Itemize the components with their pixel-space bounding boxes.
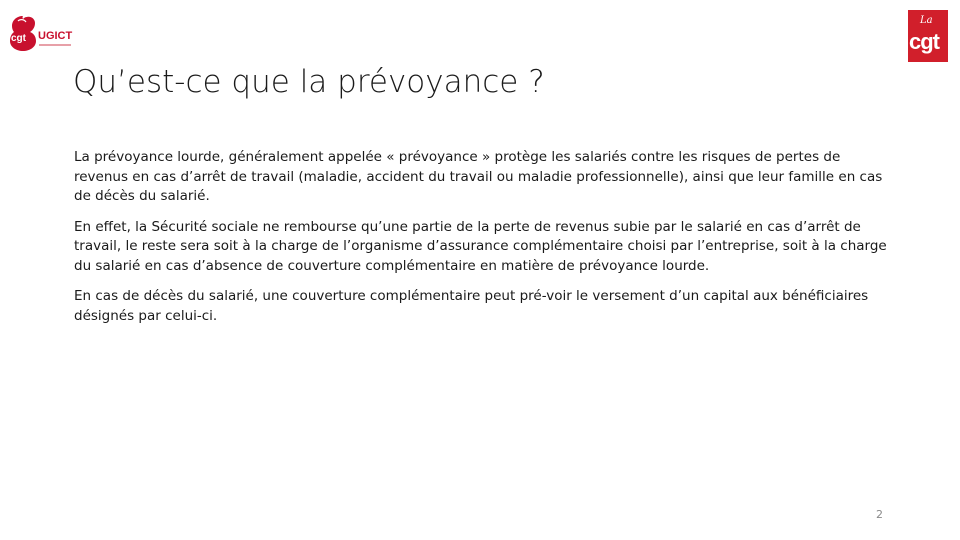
ugict-tagline-line	[39, 44, 71, 46]
cgt-logo-la: La	[920, 15, 933, 26]
paragraph-securite-sociale: En effet, la Sécurité sociale ne rembourse qu’une partie de la perte de revenus subie par le salarié en cas d’arrêt de travail, le reste sera soit à la charge de l’organisme d’assurance complémentaire choisi par l’entreprise, soit à la charge du salarié en cas d’absence de couverture complémentaire en matière de prévoyance lourde.	[74, 218, 887, 274]
slide-title: Qu’est-ce que la prévoyance ?	[73, 64, 545, 100]
cgt-logo-text: cgt	[909, 29, 939, 54]
ugict-text: UGICT	[38, 30, 73, 42]
page-number: 2	[876, 508, 883, 521]
ugict-logo	[8, 12, 73, 56]
slide-body	[74, 148, 894, 337]
paragraph-definition: La prévoyance lourde, généralement appelée « prévoyance » protège les salariés contre les risques de pertes de revenus en cas d’arrêt de travail (maladie, accident du travail ou maladie professionnelle), ainsi que leur famille en cas de décès du salarié.	[74, 149, 883, 204]
cgt-logo	[908, 10, 948, 62]
ugict-cgt-text: cgt	[11, 33, 26, 44]
paragraph-deces: En cas de décès du salarié, une couverture complémentaire peut pré-voir le versement d’un capital aux bénéficiaires désignés par celui-ci.	[74, 288, 869, 324]
